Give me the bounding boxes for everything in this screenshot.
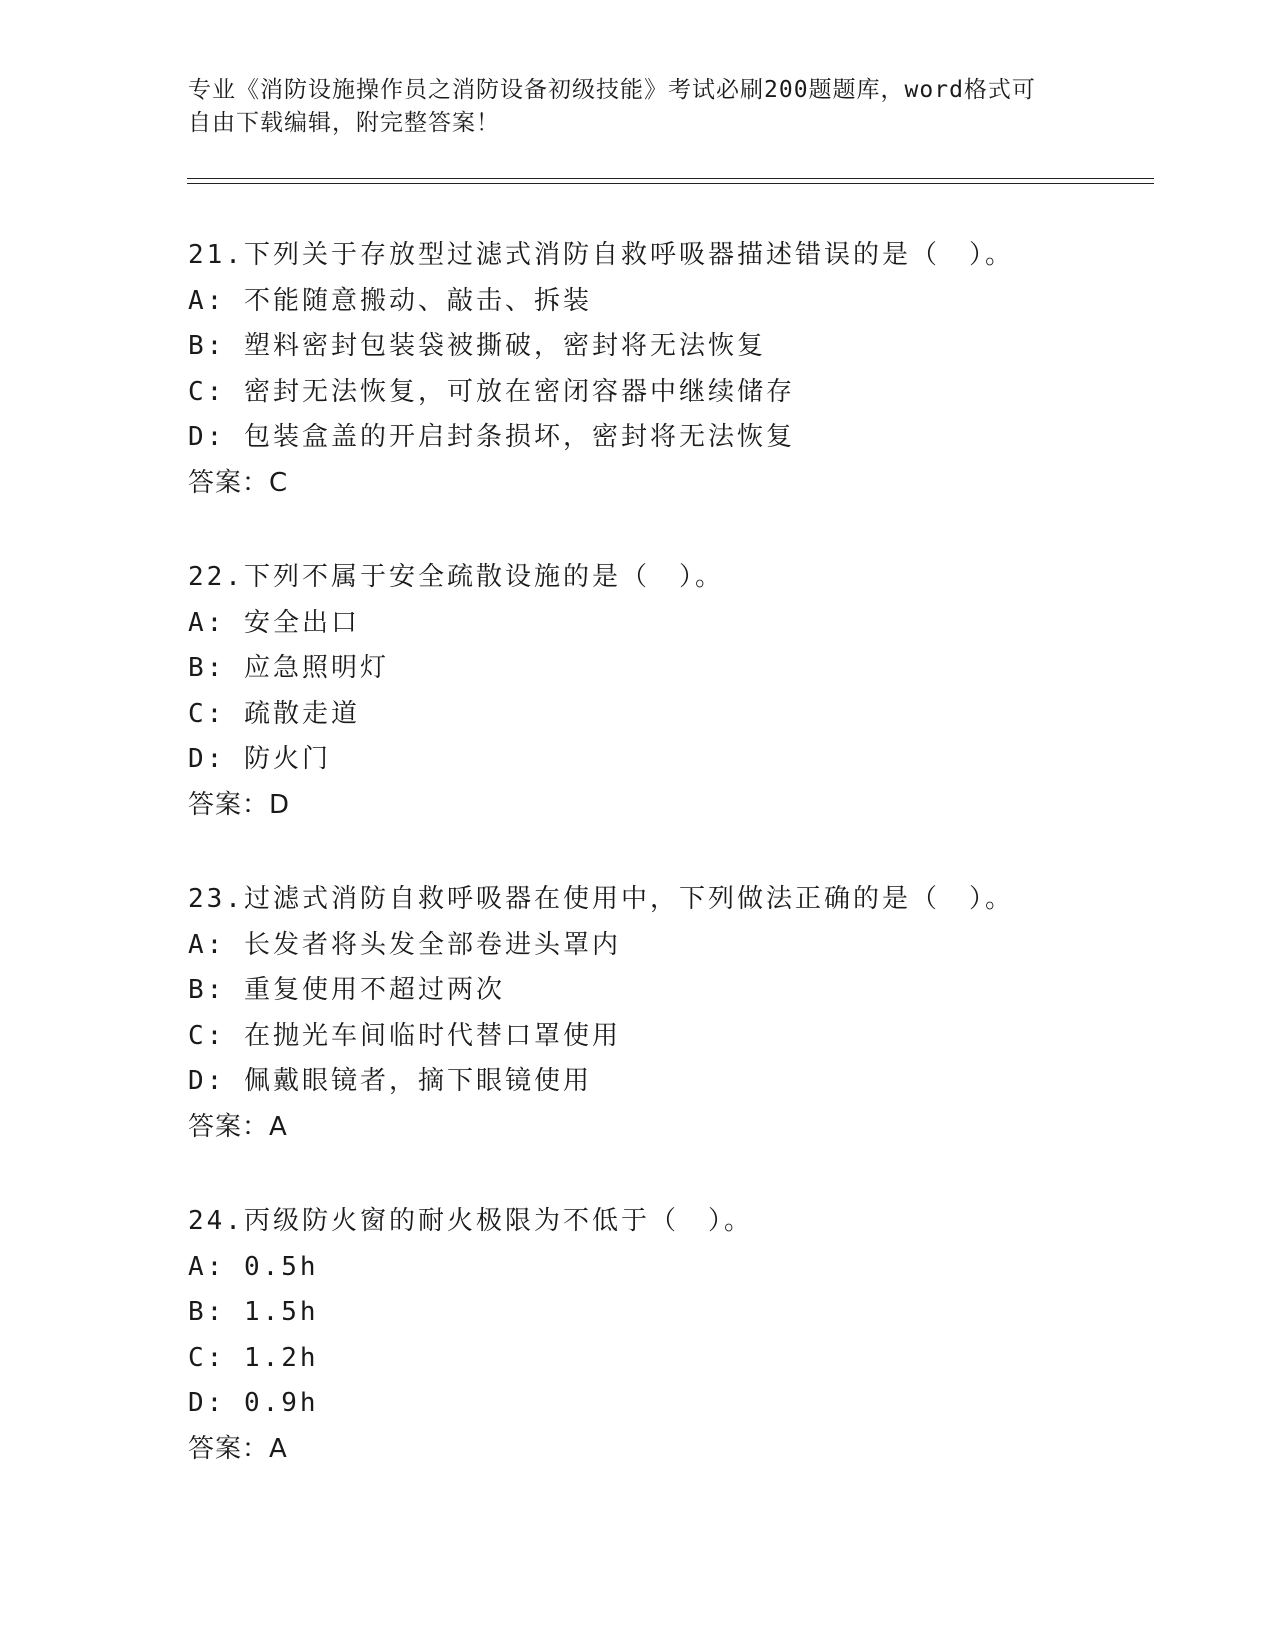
option-d: D: 佩戴眼镜者，摘下眼镜使用 <box>188 1066 592 1096</box>
header-intro-line-1: 专业《消防设施操作员之消防设备初级技能》考试必刷200题题库，word格式可 <box>188 77 1036 103</box>
question-21 <box>188 233 1148 506</box>
answer-line: 答案：C <box>188 467 289 498</box>
option-c: C: 密封无法恢复，可放在密闭容器中继续储存 <box>188 376 795 407</box>
header-divider-top <box>187 178 1154 179</box>
question-24 <box>188 1199 1148 1472</box>
answer-line: 答案：A <box>188 1111 288 1142</box>
header-divider-bottom <box>187 183 1154 184</box>
question-stem: 24.丙级防火窗的耐火极限为不低于（ ）。 <box>188 1206 753 1236</box>
option-a: A: 安全出口 <box>188 607 360 638</box>
option-b: B: 应急照明灯 <box>188 653 389 683</box>
option-a: A: 不能随意搬动、敲击、拆装 <box>188 285 592 316</box>
answer-line: 答案：D <box>188 789 291 820</box>
option-b: B: 1.5h <box>188 1297 319 1327</box>
option-b: B: 塑料密封包装袋被撕破，密封将无法恢复 <box>188 331 766 361</box>
question-22 <box>188 555 1148 828</box>
option-c: C: 在抛光车间临时代替口罩使用 <box>188 1020 621 1051</box>
option-c: C: 1.2h <box>188 1342 319 1373</box>
option-d: D: 防火门 <box>188 744 331 774</box>
answer-line: 答案：A <box>188 1433 288 1464</box>
option-b: B: 重复使用不超过两次 <box>188 975 505 1005</box>
header-intro-line-2: 自由下载编辑，附完整答案！ <box>188 110 500 136</box>
question-stem: 21.下列关于存放型过滤式消防自救呼吸器描述错误的是（ ）。 <box>188 240 1014 270</box>
option-d: D: 0.9h <box>188 1388 319 1418</box>
document-header <box>188 74 1068 140</box>
option-a: A: 长发者将头发全部卷进头罩内 <box>188 929 621 960</box>
option-a: A: 0.5h <box>188 1251 319 1282</box>
question-23 <box>188 877 1148 1150</box>
option-d: D: 包装盒盖的开启封条损坏，密封将无法恢复 <box>188 422 795 452</box>
option-c: C: 疏散走道 <box>188 698 360 729</box>
question-stem: 22.下列不属于安全疏散设施的是（ ）。 <box>188 562 724 592</box>
question-stem: 23.过滤式消防自救呼吸器在使用中，下列做法正确的是（ ）。 <box>188 884 1014 914</box>
